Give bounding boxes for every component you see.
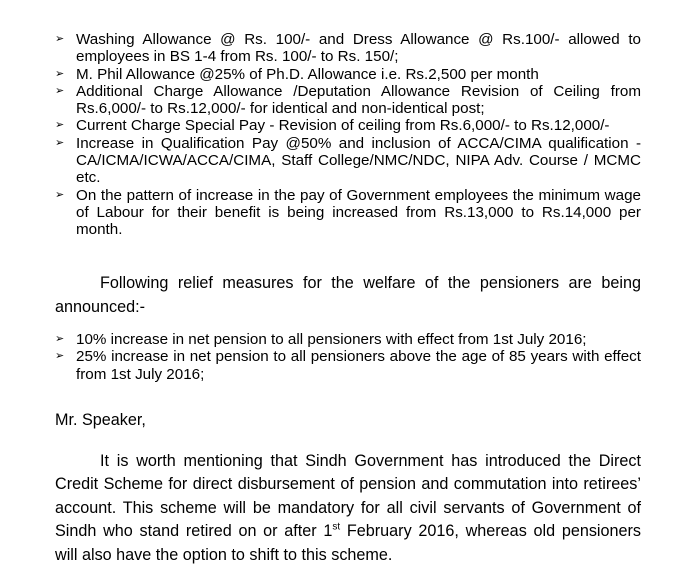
salutation: Mr. Speaker, (55, 411, 146, 429)
direct-credit-scheme-paragraph: It is worth mentioning that Sindh Government has introduced the Direct Credit Scheme for direct disbursement of pension and commutation into retirees’ account. This scheme will be mandatory for all civil servants of Government of Sindh who stand retired on or after 1st February 2016, whereas old pensioners will also have the option to shift to this scheme. (55, 452, 642, 564)
arrow-bullet-icon: ➢ (55, 119, 65, 132)
arrow-bullet-icon: ➢ (55, 188, 65, 201)
list-item: ➢ Current Charge Special Pay - Revision of ceiling from Rs.6,000/- to Rs.12,000/- (55, 117, 610, 135)
pensioner-intro-paragraph: Following relief measures for the welfare of the pensioners are being announced:- (55, 274, 641, 316)
arrow-bullet-icon: ➢ (55, 67, 65, 80)
pensioner-measures-list (55, 331, 641, 383)
list-item: ➢ Increase in Qualification Pay @50% and inclusion of ACCA/CIMA qualification - CA/ICMA/ICWA/ACCA/CIMA, Staff College/NMC/NDC, NIPA Adv. Course / MCMC etc. (55, 134, 641, 187)
list-item: ➢ On the pattern of increase in the pay of Government employees the minimum wage of Labour for their benefit is being increased from Rs.13,000 to Rs.14,000 per month. (55, 186, 641, 239)
list-item: ➢ 10% increase in net pension to all pensioners with effect from 1st July 2016; (55, 331, 587, 348)
list-item: ➢ M. Phil Allowance @25% of Ph.D. Allowance i.e. Rs.2,500 per month (55, 65, 539, 83)
arrow-bullet-icon: ➢ (55, 136, 65, 149)
arrow-bullet-icon: ➢ (55, 333, 65, 345)
arrow-bullet-icon: ➢ (55, 84, 65, 97)
arrow-bullet-icon: ➢ (55, 33, 65, 45)
list-item: ➢ 25% increase in net pension to all pensioners above the age of 85 years with effect from 1st July 2016; (55, 348, 641, 383)
list-item: ➢ Washing Allowance @ Rs. 100/- and Dress Allowance @ Rs.100/- allowed to employees in BS 1-4 from Rs. 100/- to Rs. 150/; (55, 31, 641, 66)
arrow-bullet-icon: ➢ (55, 350, 65, 363)
allowance-list (55, 31, 641, 239)
ordinal-suffix: st (332, 521, 341, 533)
list-item: ➢ Additional Charge Allowance /Deputation Allowance Revision of Ceiling from Rs.6,000/- to Rs.12,000/- for identical and non-identical post; (55, 82, 641, 118)
